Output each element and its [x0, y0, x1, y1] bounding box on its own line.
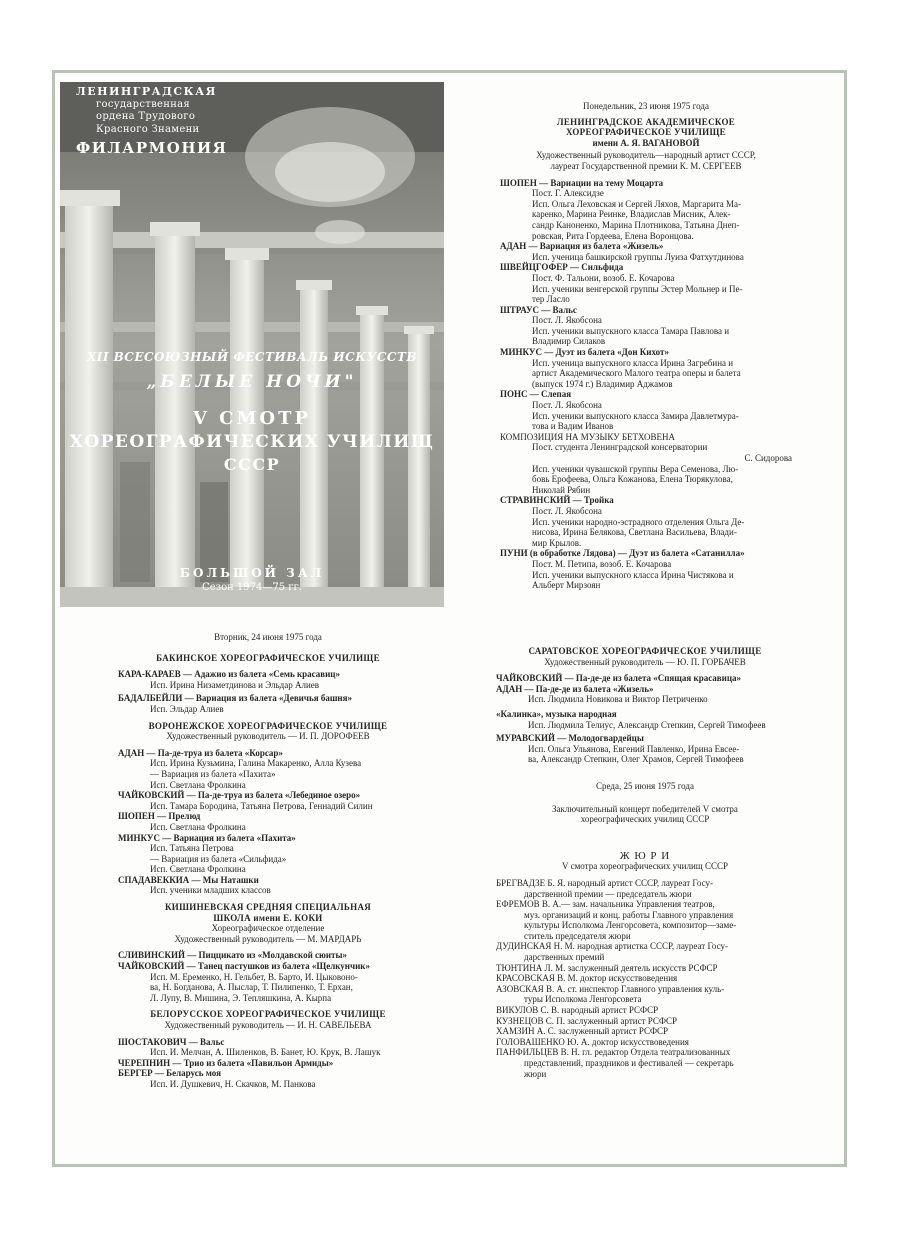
- jury-line: АЗОВСКАЯ В. А. ст. инспектор Главного управления куль-: [496, 983, 725, 994]
- program-line: АДАН — Вариация из балета «Жизель»: [500, 241, 664, 252]
- program-line: Исп. Ольга Леховская и Сергей Ляхов, Маргарита Ма-: [532, 198, 741, 209]
- jury-line: ВИКУЛОВ С. В. народный артист РСФСР: [496, 1005, 659, 1016]
- program-line: Николай Рябин: [532, 484, 591, 495]
- program-line: ШТРАУС — Вальс: [500, 304, 577, 315]
- jury-line: ГОЛОВАШЕНКО Ю. А. доктор искусствоведения: [496, 1036, 689, 1047]
- program-line: това и Вадим Иванов: [532, 421, 614, 432]
- program-line: Альберт Мирзоян: [532, 580, 601, 591]
- program-line: ровская, Рита Гордеева, Елена Воронцова.: [532, 230, 694, 241]
- program-line: ПОНС — Слепая: [500, 389, 572, 400]
- program-line: тер Ласло: [532, 294, 570, 305]
- director-line: Художественный руководитель — М. МАРДАРЬ: [174, 933, 362, 944]
- cover-org-line: государственная: [96, 98, 191, 110]
- program-line: Пост. Л. Якобсона: [532, 505, 602, 516]
- jury-line: БРЕГВАДЗЕ Б. Я. народный артист СССР, лауреат Госу-: [496, 877, 713, 888]
- school-heading: ХОРЕОГРАФИЧЕСКОЕ УЧИЛИЩЕ: [566, 127, 726, 138]
- cover-org-name: ФИЛАРМОНИЯ: [76, 139, 228, 157]
- cover-festival: XII ВСЕСОЮЗНЫЙ ФЕСТИВАЛЬ ИСКУССТВ: [86, 350, 418, 364]
- jury-line: ПАНФИЛЬЦЕВ В. Н. гл. редактор Отдела театрализованных: [496, 1047, 731, 1058]
- jury-line: представлений, праздников и фестивалей — секретарь: [524, 1058, 734, 1068]
- director-line: Художественный руководитель — И. П. ДОРОФЕЕВ: [166, 731, 370, 742]
- program-line: «Калинка», музыка народная: [496, 708, 617, 719]
- program-line: ШОПЕН — Вариации на тему Моцарта: [500, 177, 664, 188]
- cover-season: Сезон 1974—75 гг.: [202, 582, 302, 593]
- program-line: Исп. ученики выпускного класса Замира Давлетмура-: [532, 410, 739, 421]
- program-line: артист Академического Малого театра оперы и балета: [532, 368, 741, 379]
- program-line: Исп. ученица выпускного класса Ирина Загребина и: [532, 357, 734, 368]
- program-line: БЕРГЕР — Беларусь моя: [118, 1068, 221, 1079]
- program-line: БАДАЛБЕЙЛИ — Вариация из балета «Девичья башня»: [118, 693, 352, 704]
- cover-org-line: ЛЕНИНГРАДСКАЯ: [76, 85, 217, 98]
- program-line: АДАН — Па-де-труа из балета «Корсар»: [118, 747, 283, 758]
- director-line: Художественный руководитель—народный артист СССР,: [536, 150, 756, 161]
- program-line: Исп. Эльдар Алиев: [150, 703, 224, 714]
- program-line: бовь Ерофеева, Ольга Кожанова, Елена Тюрякулова,: [532, 474, 733, 485]
- cover-show: ХОРЕОГРАФИЧЕСКИХ УЧИЛИЩ: [69, 432, 435, 452]
- program-line: Исп. ученики венгерской группы Эстер Мольнер и Пе-: [532, 283, 743, 294]
- program-line: Исп. ученица башкирской группы Луиза Фатхутдинова: [532, 251, 744, 262]
- program-line: КОМПОЗИЦИЯ НА МУЗЫКУ БЕТХОВЕНА: [500, 431, 676, 442]
- program-line: сандр Каноненко, Марина Плотникова, Татьяна Днеп-: [532, 219, 740, 230]
- jury-line: ДУДИНСКАЯ Н. М. народная артистка СССР, лауреат Госу-: [496, 941, 728, 952]
- program-line: КАРА-КАРАЕВ — Адажио из балета «Семь красавиц»: [118, 669, 340, 680]
- program-line: Исп. И. Мелчан, А. Шиленков, В. Банет, Ю. Крук, В. Лашук: [150, 1047, 381, 1058]
- program-line: С. Сидорова: [744, 453, 792, 463]
- school-heading: ШКОЛА имени Е. КОКИ: [213, 912, 323, 923]
- program-line: Исп. Светлана Фролкина: [150, 779, 246, 790]
- day-date: Вторник, 24 июня 1975 года: [214, 632, 322, 642]
- jury-line: жюри: [524, 1068, 547, 1079]
- director-line: лауреат Государственной премии К. М. СЕРГЕЕВ: [550, 160, 742, 171]
- program-line: ЧЕРЕПНИН — Трио из балета «Павильон Армиды»: [118, 1057, 334, 1068]
- program-line: ва, Н. Богданова, А. Пыслар, Т. Пилипенко, Т. Ерхан,: [150, 982, 353, 993]
- jury-line: ТЮНТИНА Л. М. заслуженный деятель искусств РСФСР: [496, 962, 718, 973]
- program-line: ШОСТАКОВИЧ — Вальс: [118, 1036, 225, 1047]
- program-line: ва, Александр Степкин, Олег Храмов, Сергей Тимофеев: [528, 754, 744, 765]
- program-line: МИНКУС — Вариация из балета «Пахита»: [118, 832, 296, 843]
- jury-line: КУЗНЕЦОВ С. П. заслуженный артист РСФСР: [496, 1015, 678, 1026]
- director-line: Художественный руководитель — Ю. П. ГОРБАЧЕВ: [544, 656, 746, 667]
- tuesday-program: [118, 632, 418, 1090]
- program-line: Исп. Людмила Новикова и Виктор Петриченко: [528, 694, 708, 705]
- cover-show: СССР: [223, 455, 281, 474]
- concert-line: Заключительный концерт победителей V смотра: [552, 803, 738, 814]
- school-heading: имени А. Я. ВАГАНОВОЙ: [592, 137, 700, 148]
- program-line: (выпуск 1974 г.) Владимир Аджамов: [532, 378, 673, 389]
- program-line: мир Крылов.: [532, 537, 582, 548]
- monday-program: [500, 101, 792, 591]
- cover-org: [76, 85, 228, 157]
- program-line: МИНКУС — Дуэт из балета «Дон Кихот»: [500, 347, 669, 358]
- department-line: Хореографическое отделение: [211, 923, 325, 934]
- program-line: Пост. Ф. Тальони, возоб. Е. Кочарова: [532, 272, 675, 283]
- program-line: МУРАВСКИЙ — Молодогвардейцы: [496, 733, 644, 744]
- school-heading: ЛЕНИНГРАДСКОЕ АКАДЕМИЧЕСКОЕ: [556, 116, 736, 127]
- program-line: — Вариация из балета «Сильфида»: [150, 853, 287, 864]
- jury-heading: Ж Ю Р И: [619, 849, 671, 862]
- program-line: Исп. Татьяна Петрова: [150, 843, 234, 854]
- cover-image: [60, 82, 444, 607]
- program-line: ЧАЙКОВСКИЙ — Па-де-де из балета «Спящая красавица»: [496, 673, 742, 684]
- program-line: Исп. ученики чувашской группы Вера Семенова, Лю-: [532, 463, 739, 474]
- cover-hall: БОЛЬШОЙ ЗАЛ: [179, 566, 325, 580]
- saratov-wednesday-jury: [496, 646, 794, 1079]
- program-line: Исп. ученики выпускного класса Тамара Павлова и: [532, 325, 730, 336]
- hall-illustration: [60, 82, 444, 607]
- program-line: ШОПЕН — Прелюд: [118, 811, 201, 822]
- jury-line: культуры Исполкома Ленгорсовета, композитор—заме-: [524, 920, 737, 931]
- program-line: Исп. Ирина Кузьмина, Галина Макаренко, Алла Кузева: [150, 758, 362, 769]
- jury-line: туры Исполкома Ленгорсовета: [524, 994, 642, 1005]
- program-line: каренко, Марина Реинке, Владислав Мисник, Алек-: [532, 209, 731, 220]
- program-line: СЛИВИНСКИЙ — Пиццикато из «Молдавской сюиты»: [118, 950, 348, 961]
- program-line: Исп. Ирина Низаметдинова и Эльдар Алиев: [150, 679, 320, 690]
- program-line: Исп. ученики младших классов: [150, 885, 271, 896]
- program-line: Исп. Людмила Телиус, Александр Степкин, Сергей Тимофеев: [528, 719, 766, 730]
- program-line: ШВЕЙЦГОФЕР — Сильфида: [500, 262, 624, 273]
- jury-line: ститель председателя жюри: [524, 930, 631, 941]
- program-line: Пост. М. Петипа, возоб. Е. Кочарова: [532, 558, 672, 569]
- program-line: Исп. Светлана Фролкина: [150, 821, 246, 832]
- day-date: Среда, 25 июня 1975 года: [596, 780, 694, 791]
- program-line: СПАДАВЕККИА — Мы Наташки: [118, 874, 259, 885]
- program-line: Пост. Л. Якобсона: [532, 315, 602, 326]
- jury-line: дарственной премии — председатель жюри: [524, 888, 692, 899]
- program-line: АДАН — Па-де-де из балета «Жизель»: [496, 683, 654, 694]
- program-line: Исп. ученики выпускного класса Ирина Чистякова и: [532, 569, 734, 580]
- jury-line: ХАМЗИН А. С. заслуженный артист РСФСР: [496, 1026, 669, 1037]
- jury-line: дарственных премий: [524, 952, 605, 963]
- school-heading: ВОРОНЕЖСКОЕ ХОРЕОГРАФИЧЕСКОЕ УЧИЛИЩЕ: [148, 720, 388, 731]
- program-line: ЧАЙКОВСКИЙ — Па-де-труа из балета «Лебединое озеро»: [118, 790, 361, 801]
- program-line: Пост. студента Ленинградской консерватории: [532, 442, 708, 453]
- school-heading: САРАТОВСКОЕ ХОРЕОГРАФИЧЕСКОЕ УЧИЛИЩЕ: [528, 646, 762, 656]
- jury-line: КРАСОВСКАЯ В. М. доктор искусствоведения: [496, 973, 678, 984]
- cover-show: V СМОТР: [192, 408, 312, 429]
- program-line: Исп. Светлана Фролкина: [150, 864, 246, 875]
- program-line: ЧАЙКОВСКИЙ — Танец пастушков из балета «Щелкунчик»: [118, 961, 370, 972]
- program-line: Пост. Л. Якобсона: [532, 400, 602, 411]
- program-line: — Вариация из балета «Пахита»: [150, 768, 276, 779]
- jury-subheading: V смотра хореографических училищ СССР: [562, 861, 728, 872]
- cover-org-line: ордена Трудового: [96, 111, 196, 122]
- program-line: Л. Лупу, В. Мишина, Э. Тепляшкина, А. Кырпа: [150, 992, 332, 1003]
- day-date: Понедельник, 23 июня 1975 года: [583, 101, 709, 111]
- cover-festival-name: „БЕЛЫЕ НОЧИ": [146, 372, 358, 392]
- school-heading: КИШИНЕВСКАЯ СРЕДНЯЯ СПЕЦИАЛЬНАЯ: [164, 902, 372, 913]
- program-line: Пост. Г. Алексидзе: [532, 188, 604, 199]
- jury-line: ЕФРЕМОВ В. А.— зам. начальника Управления театров,: [496, 899, 715, 910]
- concert-line: хореографических училищ СССР: [580, 814, 710, 825]
- jury-line: муз. организаций и конц. работы Главного управления: [524, 909, 734, 920]
- program-line: Владимир Силаков: [532, 336, 606, 347]
- program-line: Исп. Ольга Ульянова, Евгений Павленко, Ирина Евсее-: [528, 743, 740, 754]
- program-line: Исп. ученики народно-эстрадного отделения Ольга Де-: [532, 516, 745, 527]
- program-line: нисова, Ирина Белякова, Светлана Васильева, Влади-: [532, 527, 737, 538]
- program-line: Исп. Тамара Бородина, Татьяна Петрова, Геннадий Силин: [150, 800, 373, 811]
- school-heading: БЕЛОРУССКОЕ ХОРЕОГРАФИЧЕСКОЕ УЧИЛИЩЕ: [150, 1009, 386, 1020]
- program-line: СТРАВИНСКИЙ — Тройка: [500, 495, 614, 506]
- school-heading: БАКИНСКОЕ ХОРЕОГРАФИЧЕСКОЕ УЧИЛИЩЕ: [156, 652, 380, 663]
- cover-org-line: Красного Знамени: [96, 123, 200, 135]
- program-line: Исп. И. Душкевич, Н. Скачков, М. Панкова: [150, 1078, 316, 1089]
- program-line: ПУНИ (в обработке Лядова) — Дуэт из балета «Сатанилла»: [500, 548, 745, 559]
- program-line: Исп. М. Еременко, Н. Гельбет, В. Барто, И. Цыковоно-: [150, 971, 358, 982]
- director-line: Художественный руководитель — И. Н. САВЕЛЬЕВА: [164, 1020, 372, 1030]
